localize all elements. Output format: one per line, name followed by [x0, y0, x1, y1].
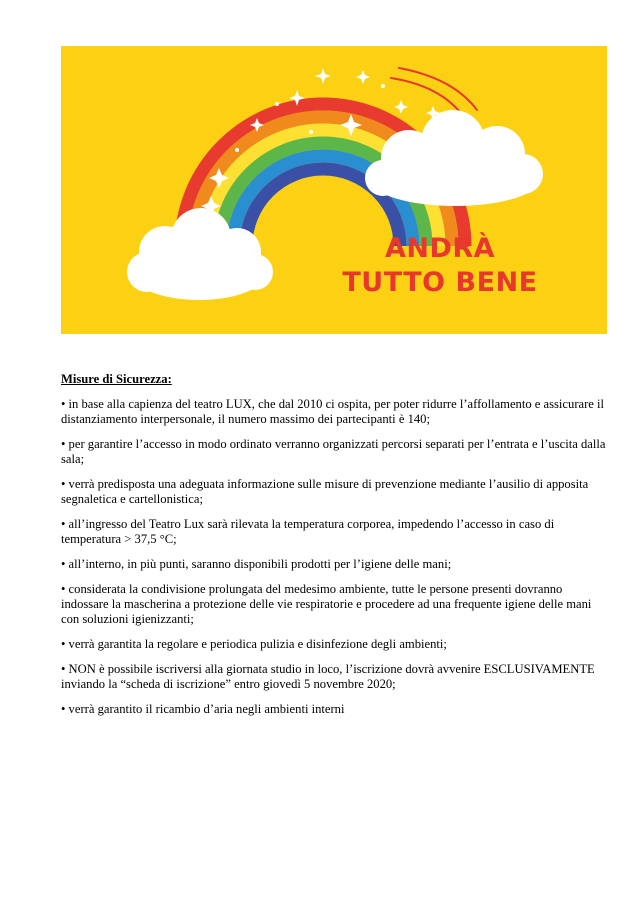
rainbow-banner [61, 46, 607, 334]
slogan-line-1: ANDRÀ [384, 233, 496, 264]
list-item: • all’ingresso del Teatro Lux sarà rilevata la temperatura corporea, impedendo l’accesso in caso di temperatura > 37,5 °C; [61, 517, 555, 546]
list-item: • considerata la condivisione prolungata del medesimo ambiente, tutte le persone presenti dovranno indossare la mascherina a protezione delle vie respiratorie e procedere ad una frequente igiene delle mani con soluzioni igienizzanti; [61, 582, 592, 626]
safety-measures-section [61, 372, 611, 727]
list-item: • verrà predisposta una adeguata informazione sulle misure di prevenzione mediante l’ausilio di apposita segnaletica e cartellonistica; [61, 477, 589, 506]
list-item: • all’interno, in più punti, saranno disponibili prodotti per l’igiene delle mani; [61, 557, 452, 571]
slogan [305, 232, 575, 300]
list-item: • NON è possibile iscriversi alla giornata studio in loco, l’iscrizione dovrà avvenire ESCLUSIVAMENTE inviando la “scheda di iscrizione” entro giovedì 5 novembre 2020; [61, 662, 595, 691]
list-item: • in base alla capienza del teatro LUX, che dal 2010 ci ospita, per poter ridurre l’affollamento e assicurare il distanziamento interpersonale, il numero massimo dei partecipanti è 140; [61, 397, 605, 426]
list-item: • verrà garantito il ricambio d’aria negli ambienti interni [61, 702, 345, 716]
list-item: • verrà garantita la regolare e periodica pulizia e disinfezione degli ambienti; [61, 637, 447, 651]
list-item: • per garantire l’accesso in modo ordinato verranno organizzati percorsi separati per l’entrata e l’uscita dalla sala; [61, 437, 606, 466]
slogan-line-2: TUTTO BENE [342, 267, 538, 298]
section-heading: Misure di Sicurezza: [61, 372, 172, 386]
